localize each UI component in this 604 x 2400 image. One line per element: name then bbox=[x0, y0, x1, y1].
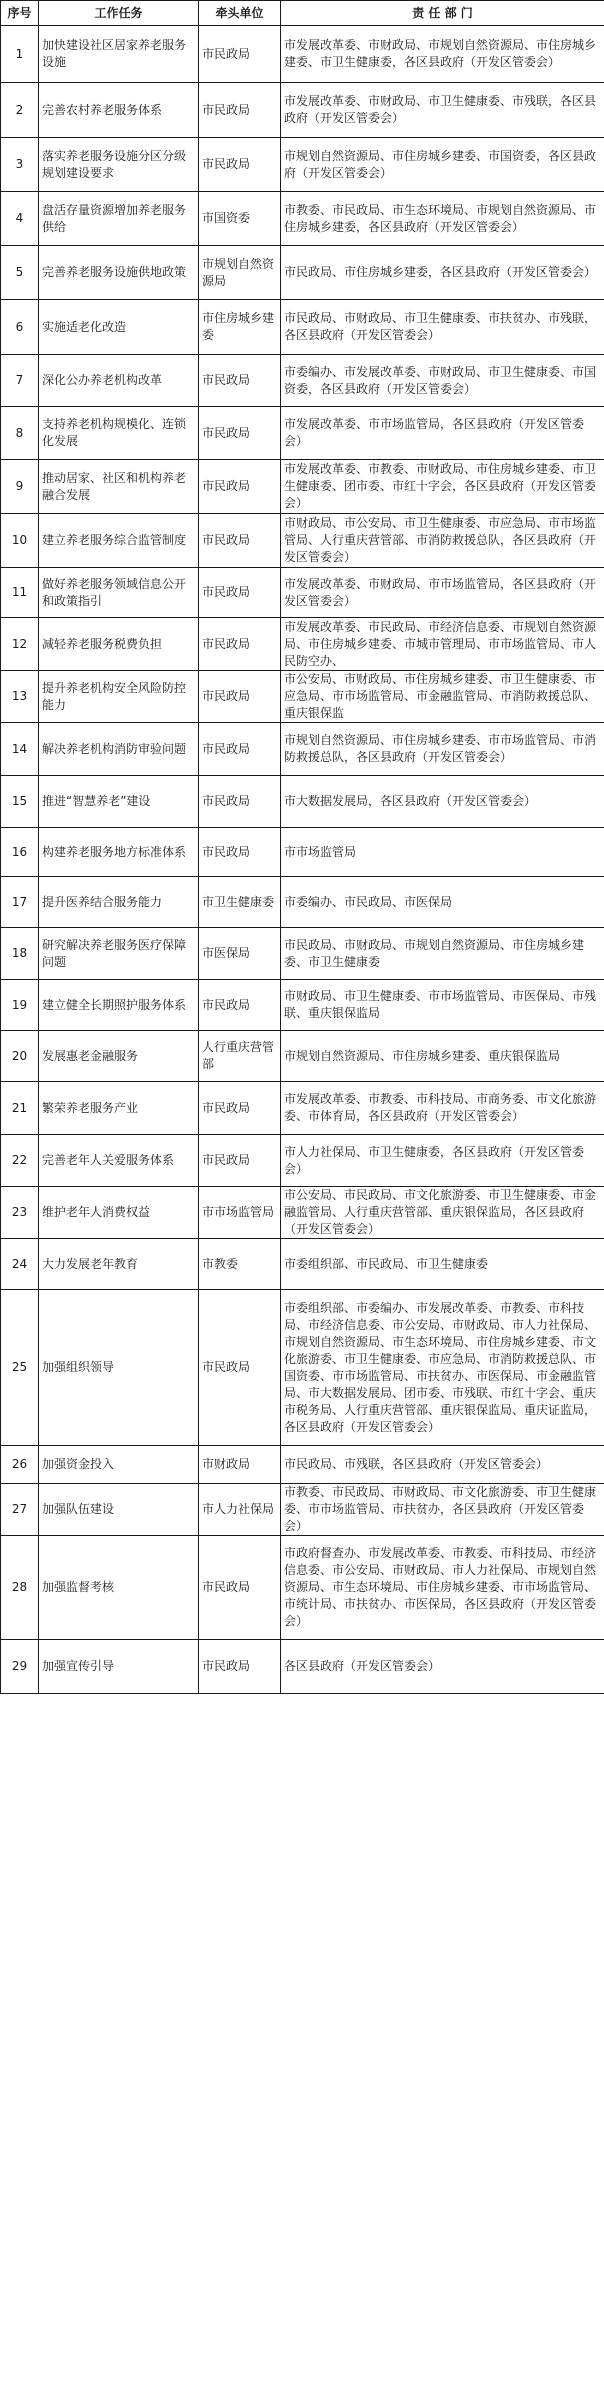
table-header-row bbox=[1, 1, 604, 26]
table-row bbox=[1, 1484, 604, 1536]
row-task: 加强资金投入 bbox=[39, 1446, 199, 1484]
header-lead: 牵头单位 bbox=[199, 1, 281, 26]
table-row bbox=[1, 83, 604, 138]
row-task: 完善养老服务设施供地政策 bbox=[39, 246, 199, 300]
row-num: 11 bbox=[1, 568, 39, 618]
row-lead-unit: 市医保局 bbox=[199, 928, 281, 980]
table-row bbox=[1, 26, 604, 83]
row-responsible-depts: 市人力社保局、市卫生健康委，各区县政府（开发区管委会） bbox=[281, 1135, 604, 1187]
table-row bbox=[1, 246, 604, 300]
row-responsible-depts: 市发展改革委、市财政局、市规划自然资源局、市住房城乡建委、市卫生健康委，各区县政府（开发区管委会） bbox=[281, 26, 604, 83]
row-num: 9 bbox=[1, 460, 39, 514]
row-lead-unit: 市卫生健康委 bbox=[199, 877, 281, 928]
row-task: 加快建设社区居家养老服务设施 bbox=[39, 26, 199, 83]
table-row bbox=[1, 618, 604, 671]
row-lead-unit: 市民政局 bbox=[199, 776, 281, 828]
table-row bbox=[1, 514, 604, 568]
table-row bbox=[1, 671, 604, 723]
row-responsible-depts: 市市场监管局 bbox=[281, 828, 604, 877]
row-num: 16 bbox=[1, 828, 39, 877]
row-lead-unit: 市教委 bbox=[199, 1239, 281, 1290]
row-task: 建立健全长期照护服务体系 bbox=[39, 980, 199, 1031]
table-row bbox=[1, 1031, 604, 1082]
row-responsible-depts: 市发展改革委、市市场监管局，各区县政府（开发区管委会） bbox=[281, 407, 604, 460]
row-lead-unit: 市民政局 bbox=[199, 1082, 281, 1135]
row-lead-unit: 市民政局 bbox=[199, 355, 281, 407]
row-responsible-depts: 市委组织部、市委编办、市发展改革委、市教委、市科技局、市经济信息委、市公安局、市财政局、市人力社保局、市规划自然资源局、市生态环境局、市住房城乡建委、市文化旅游委、市卫生健康委、市应急局、市消防救援总队、市国资委、市市场监管局、市扶贫办、市医保局、市金融监管局、市大数据发展局、团市委、市残联、市红十字会、重庆市税务局、人行重庆营管部、重庆银保监局、重庆证监局，各区县政府（开发区管委会） bbox=[281, 1290, 604, 1446]
row-num: 17 bbox=[1, 877, 39, 928]
row-responsible-depts: 市大数据发展局，各区县政府（开发区管委会） bbox=[281, 776, 604, 828]
table-row bbox=[1, 192, 604, 246]
row-task: 加强宣传引导 bbox=[39, 1640, 199, 1694]
row-num: 25 bbox=[1, 1290, 39, 1446]
row-num: 7 bbox=[1, 355, 39, 407]
row-responsible-depts: 市教委、市民政局、市生态环境局、市规划自然资源局、市住房城乡建委，各区县政府（开发区管委会） bbox=[281, 192, 604, 246]
row-task: 大力发展老年教育 bbox=[39, 1239, 199, 1290]
row-lead-unit: 市民政局 bbox=[199, 514, 281, 568]
row-lead-unit: 市民政局 bbox=[199, 568, 281, 618]
row-responsible-depts: 市发展改革委、市教委、市科技局、市商务委、市文化旅游委、市体育局，各区县政府（开发区管委会） bbox=[281, 1082, 604, 1135]
row-lead-unit: 市民政局 bbox=[199, 828, 281, 877]
row-lead-unit: 市人力社保局 bbox=[199, 1484, 281, 1536]
table-row bbox=[1, 460, 604, 514]
header-num: 序号 bbox=[1, 1, 39, 26]
row-num: 15 bbox=[1, 776, 39, 828]
row-task: 发展惠老金融服务 bbox=[39, 1031, 199, 1082]
table-row bbox=[1, 1239, 604, 1290]
row-num: 1 bbox=[1, 26, 39, 83]
row-responsible-depts: 市公安局、市民政局、市文化旅游委、市卫生健康委、市金融监管局、人行重庆营管部、重庆银保监局，各区县政府（开发区管委会） bbox=[281, 1187, 604, 1239]
row-num: 21 bbox=[1, 1082, 39, 1135]
row-lead-unit: 市住房城乡建委 bbox=[199, 300, 281, 355]
row-task: 加强组织领导 bbox=[39, 1290, 199, 1446]
row-num: 22 bbox=[1, 1135, 39, 1187]
table-row bbox=[1, 723, 604, 776]
table-row bbox=[1, 828, 604, 877]
row-task: 做好养老服务领域信息公开和政策指引 bbox=[39, 568, 199, 618]
row-task: 完善老年人关爱服务体系 bbox=[39, 1135, 199, 1187]
row-num: 14 bbox=[1, 723, 39, 776]
row-responsible-depts: 市民政局、市财政局、市卫生健康委、市扶贫办、市残联，各区县政府（开发区管委会） bbox=[281, 300, 604, 355]
row-num: 28 bbox=[1, 1536, 39, 1640]
row-responsible-depts: 市委编办、市发展改革委、市财政局、市卫生健康委、市国资委，各区县政府（开发区管委会） bbox=[281, 355, 604, 407]
row-responsible-depts: 市发展改革委、市财政局、市市场监管局，各区县政府（开发区管委会） bbox=[281, 568, 604, 618]
row-lead-unit: 市民政局 bbox=[199, 1135, 281, 1187]
row-lead-unit: 市市场监管局 bbox=[199, 1187, 281, 1239]
table-row bbox=[1, 138, 604, 192]
row-responsible-depts: 市规划自然资源局、市住房城乡建委、重庆银保监局 bbox=[281, 1031, 604, 1082]
row-lead-unit: 市民政局 bbox=[199, 1536, 281, 1640]
table-row bbox=[1, 1082, 604, 1135]
row-lead-unit: 市民政局 bbox=[199, 618, 281, 671]
row-responsible-depts: 市规划自然资源局、市住房城乡建委、市国资委，各区县政府（开发区管委会） bbox=[281, 138, 604, 192]
row-num: 2 bbox=[1, 83, 39, 138]
row-lead-unit: 市规划自然资源局 bbox=[199, 246, 281, 300]
table-row bbox=[1, 1536, 604, 1640]
row-lead-unit: 市民政局 bbox=[199, 460, 281, 514]
row-num: 18 bbox=[1, 928, 39, 980]
table-row bbox=[1, 1187, 604, 1239]
row-task: 实施适老化改造 bbox=[39, 300, 199, 355]
row-num: 10 bbox=[1, 514, 39, 568]
row-responsible-depts: 市政府督查办、市发展改革委、市教委、市科技局、市经济信息委、市公安局、市财政局、市人力社保局、市规划自然资源局、市生态环境局、市住房城乡建委、市市场监管局、市统计局、市扶贫办、市医保局，各区县政府（开发区管委会） bbox=[281, 1536, 604, 1640]
table-row bbox=[1, 1135, 604, 1187]
row-task: 解决养老机构消防审验问题 bbox=[39, 723, 199, 776]
row-num: 27 bbox=[1, 1484, 39, 1536]
row-lead-unit: 市民政局 bbox=[199, 1290, 281, 1446]
row-task: 支持养老机构规模化、连锁化发展 bbox=[39, 407, 199, 460]
row-num: 29 bbox=[1, 1640, 39, 1694]
row-responsible-depts: 各区县政府（开发区管委会） bbox=[281, 1640, 604, 1694]
row-num: 5 bbox=[1, 246, 39, 300]
table-row bbox=[1, 568, 604, 618]
row-num: 6 bbox=[1, 300, 39, 355]
row-task: 繁荣养老服务产业 bbox=[39, 1082, 199, 1135]
row-num: 12 bbox=[1, 618, 39, 671]
row-task: 加强监督考核 bbox=[39, 1536, 199, 1640]
row-lead-unit: 市民政局 bbox=[199, 723, 281, 776]
header-task: 工作任务 bbox=[39, 1, 199, 26]
row-num: 19 bbox=[1, 980, 39, 1031]
row-task: 研究解决养老服务医疗保障问题 bbox=[39, 928, 199, 980]
row-num: 20 bbox=[1, 1031, 39, 1082]
header-resp: 责 任 部 门 bbox=[281, 1, 604, 26]
row-task: 深化公办养老机构改革 bbox=[39, 355, 199, 407]
row-responsible-depts: 市发展改革委、市教委、市财政局、市住房城乡建委、市卫生健康委、团市委、市红十字会，各区县政府（开发区管委会） bbox=[281, 460, 604, 514]
row-responsible-depts: 市规划自然资源局、市住房城乡建委、市市场监管局、市消防救援总队，各区县政府（开发区管委会） bbox=[281, 723, 604, 776]
row-responsible-depts: 市公安局、市财政局、市住房城乡建委、市卫生健康委、市应急局、市市场监管局、市金融监管局、市消防救援总队、重庆银保监 bbox=[281, 671, 604, 723]
table-row bbox=[1, 980, 604, 1031]
row-num: 23 bbox=[1, 1187, 39, 1239]
row-lead-unit: 市国资委 bbox=[199, 192, 281, 246]
row-lead-unit: 市民政局 bbox=[199, 138, 281, 192]
table-row bbox=[1, 1446, 604, 1484]
table-row bbox=[1, 407, 604, 460]
row-responsible-depts: 市民政局、市残联，各区县政府（开发区管委会） bbox=[281, 1446, 604, 1484]
table-row bbox=[1, 928, 604, 980]
row-responsible-depts: 市财政局、市公安局、市卫生健康委、市应急局、市市场监管局、人行重庆营管部、市消防救援总队，各区县政府（开发区管委会） bbox=[281, 514, 604, 568]
row-responsible-depts: 市民政局、市住房城乡建委，各区县政府（开发区管委会） bbox=[281, 246, 604, 300]
table-body bbox=[1, 26, 604, 1694]
row-num: 26 bbox=[1, 1446, 39, 1484]
table-row bbox=[1, 877, 604, 928]
row-responsible-depts: 市委编办、市民政局、市医保局 bbox=[281, 877, 604, 928]
row-task: 加强队伍建设 bbox=[39, 1484, 199, 1536]
row-task: 盘活存量资源增加养老服务供给 bbox=[39, 192, 199, 246]
row-lead-unit: 市民政局 bbox=[199, 980, 281, 1031]
table-row bbox=[1, 355, 604, 407]
row-lead-unit: 市民政局 bbox=[199, 1640, 281, 1694]
row-lead-unit: 人行重庆营管部 bbox=[199, 1031, 281, 1082]
row-task: 落实养老服务设施分区分级规划建设要求 bbox=[39, 138, 199, 192]
row-task: 减轻养老服务税费负担 bbox=[39, 618, 199, 671]
row-responsible-depts: 市发展改革委、市民政局、市经济信息委、市规划自然资源局、市住房城乡建委、市城市管理局、市市场监管局、市人民防空办、 bbox=[281, 618, 604, 671]
row-task: 推动居家、社区和机构养老融合发展 bbox=[39, 460, 199, 514]
row-num: 13 bbox=[1, 671, 39, 723]
row-responsible-depts: 市民政局、市财政局、市规划自然资源局、市住房城乡建委、市卫生健康委 bbox=[281, 928, 604, 980]
row-lead-unit: 市民政局 bbox=[199, 407, 281, 460]
row-responsible-depts: 市教委、市民政局、市财政局、市文化旅游委、市卫生健康委、市市场监管局、市扶贫办，各区县政府（开发区管委会） bbox=[281, 1484, 604, 1536]
row-task: 完善农村养老服务体系 bbox=[39, 83, 199, 138]
row-num: 24 bbox=[1, 1239, 39, 1290]
row-task: 提升养老机构安全风险防控能力 bbox=[39, 671, 199, 723]
row-task: 维护老年人消费权益 bbox=[39, 1187, 199, 1239]
row-lead-unit: 市民政局 bbox=[199, 26, 281, 83]
row-lead-unit: 市民政局 bbox=[199, 671, 281, 723]
row-task: 提升医养结合服务能力 bbox=[39, 877, 199, 928]
table-row bbox=[1, 1640, 604, 1694]
row-lead-unit: 市财政局 bbox=[199, 1446, 281, 1484]
row-num: 8 bbox=[1, 407, 39, 460]
row-lead-unit: 市民政局 bbox=[199, 83, 281, 138]
row-num: 3 bbox=[1, 138, 39, 192]
row-responsible-depts: 市委组织部、市民政局、市卫生健康委 bbox=[281, 1239, 604, 1290]
row-task: 构建养老服务地方标准体系 bbox=[39, 828, 199, 877]
row-task: 推进“智慧养老”建设 bbox=[39, 776, 199, 828]
table-row bbox=[1, 300, 604, 355]
row-num: 4 bbox=[1, 192, 39, 246]
table-row bbox=[1, 1290, 604, 1446]
row-responsible-depts: 市财政局、市卫生健康委、市市场监管局、市医保局、市残联、重庆银保监局 bbox=[281, 980, 604, 1031]
row-task: 建立养老服务综合监管制度 bbox=[39, 514, 199, 568]
table-row bbox=[1, 776, 604, 828]
row-responsible-depts: 市发展改革委、市财政局、市卫生健康委、市残联，各区县政府（开发区管委会） bbox=[281, 83, 604, 138]
